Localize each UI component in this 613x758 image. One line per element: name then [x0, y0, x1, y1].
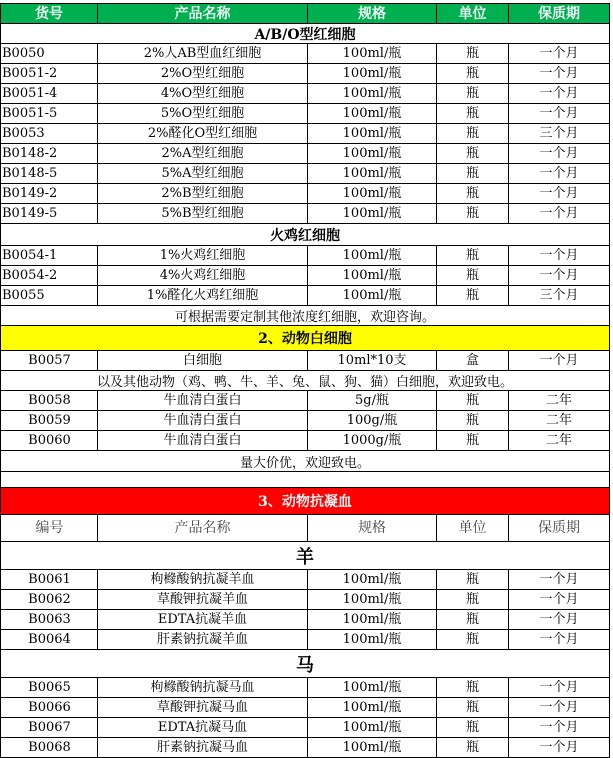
table-row: [0, 144, 610, 164]
unit-cell: 瓶: [437, 124, 509, 144]
spec-cell: 100ml/瓶: [308, 630, 437, 650]
product-name-cell: 2%人AB型血红细胞: [98, 44, 308, 64]
note-row: [0, 451, 610, 472]
unit-cell: 瓶: [437, 431, 509, 451]
shelf-life-cell: 一个月: [509, 351, 610, 371]
spec-cell: 100ml/瓶: [308, 204, 437, 224]
table-row: [0, 411, 610, 431]
header-cell: 规格: [308, 4, 437, 24]
product-name-cell: 牛血清白蛋白: [98, 431, 308, 451]
item-code-cell: B0058: [0, 391, 98, 411]
shelf-life-cell: 一个月: [509, 738, 610, 758]
spec-cell: 100ml/瓶: [308, 718, 437, 738]
unit-cell: 盒: [437, 351, 509, 371]
unit-cell: 瓶: [437, 738, 509, 758]
product-name-cell: EDTA抗凝羊血: [98, 610, 308, 630]
spec-cell: 100ml/瓶: [308, 164, 437, 184]
table-row: [0, 164, 610, 184]
note-row: [0, 371, 610, 391]
item-code-cell: B0055: [0, 286, 98, 306]
header-cell: 保质期: [509, 4, 610, 24]
shelf-life-cell: 二年: [509, 411, 610, 431]
spec-cell: 100ml/瓶: [308, 184, 437, 204]
unit-cell: 瓶: [437, 266, 509, 286]
section-row: [0, 224, 610, 246]
section-title: 羊: [0, 542, 610, 570]
item-code-cell: B0054-1: [0, 246, 98, 266]
unit-cell: 瓶: [437, 246, 509, 266]
item-code-cell: B0054-2: [0, 266, 98, 286]
table-row: [0, 590, 610, 610]
shelf-life-cell: 三个月: [509, 124, 610, 144]
shelf-life-cell: 一个月: [509, 164, 610, 184]
item-code-cell: B0067: [0, 718, 98, 738]
table-row: [0, 738, 610, 758]
shelf-life-cell: 三个月: [509, 286, 610, 306]
product-name-cell: 4%O型红细胞: [98, 84, 308, 104]
note-text: 可根据需要定制其他浓度红细胞，欢迎咨询。: [0, 306, 610, 326]
spec-cell: 100ml/瓶: [308, 64, 437, 84]
shelf-life-cell: 一个月: [509, 104, 610, 124]
unit-cell: 瓶: [437, 84, 509, 104]
unit-cell: 瓶: [437, 184, 509, 204]
unit-cell: 瓶: [437, 391, 509, 411]
table-row: [0, 84, 610, 104]
item-code-cell: B0050: [0, 44, 98, 64]
table-row: [0, 630, 610, 650]
shelf-life-cell: 一个月: [509, 246, 610, 266]
product-name-cell: 2%A型红细胞: [98, 144, 308, 164]
item-code-cell: B0051-4: [0, 84, 98, 104]
shelf-life-cell: 一个月: [509, 570, 610, 590]
unit-cell: 瓶: [437, 630, 509, 650]
item-code-cell: B0057: [0, 351, 98, 371]
table-row: [0, 718, 610, 738]
product-name-cell: 白细胞: [98, 351, 308, 371]
spec-cell: 10ml*10支: [308, 351, 437, 371]
item-code-cell: B0060: [0, 431, 98, 451]
header-cell: 规格: [308, 515, 437, 542]
unit-cell: 瓶: [437, 610, 509, 630]
product-name-cell: 牛血清白蛋白: [98, 391, 308, 411]
item-code-cell: B0068: [0, 738, 98, 758]
table-row: [0, 286, 610, 306]
spec-cell: 1000g/瓶: [308, 431, 437, 451]
spec-cell: 100ml/瓶: [308, 678, 437, 698]
spec-cell: 5g/瓶: [308, 391, 437, 411]
item-code-cell: B0066: [0, 698, 98, 718]
table-row: [0, 570, 610, 590]
section-title: A/B/O型红细胞: [0, 24, 610, 44]
item-code-cell: B0062: [0, 590, 98, 610]
unit-cell: 瓶: [437, 104, 509, 124]
table-row: [0, 698, 610, 718]
product-name-cell: 肝素钠抗凝羊血: [98, 630, 308, 650]
shelf-life-cell: 一个月: [509, 630, 610, 650]
spec-cell: 100ml/瓶: [308, 144, 437, 164]
table-header-2: [0, 515, 610, 542]
item-code-cell: B0149-5: [0, 204, 98, 224]
section-title: 2、动物白细胞: [0, 326, 610, 351]
spec-cell: 100g/瓶: [308, 411, 437, 431]
table-row: [0, 351, 610, 371]
shelf-life-cell: 一个月: [509, 590, 610, 610]
empty-row: [0, 472, 610, 488]
spec-cell: 100ml/瓶: [308, 124, 437, 144]
table-row: [0, 184, 610, 204]
unit-cell: 瓶: [437, 44, 509, 64]
item-code-cell: B0064: [0, 630, 98, 650]
product-name-cell: 枸橼酸钠抗凝马血: [98, 678, 308, 698]
product-name-cell: 5%B型红细胞: [98, 204, 308, 224]
item-code-cell: B0051-2: [0, 64, 98, 84]
section-title: 火鸡红细胞: [0, 224, 610, 246]
item-code-cell: B0061: [0, 570, 98, 590]
shelf-life-cell: 一个月: [509, 144, 610, 164]
section-title: 3、动物抗凝血: [0, 488, 610, 515]
unit-cell: 瓶: [437, 698, 509, 718]
item-code-cell: B0063: [0, 610, 98, 630]
product-name-cell: 5%O型红细胞: [98, 104, 308, 124]
shelf-life-cell: 二年: [509, 431, 610, 451]
note-text: 以及其他动物（鸡、鸭、牛、羊、兔、鼠、狗、猫）白细胞，欢迎致电。: [0, 371, 610, 391]
product-name-cell: 肝素钠抗凝马血: [98, 738, 308, 758]
header-cell: 编号: [0, 515, 98, 542]
spacer-row: [0, 472, 610, 488]
unit-cell: 瓶: [437, 64, 509, 84]
header-cell: 保质期: [509, 515, 610, 542]
spec-cell: 100ml/瓶: [308, 44, 437, 64]
section-row: [0, 488, 610, 515]
product-name-cell: 1%醛化火鸡红细胞: [98, 286, 308, 306]
note-row: [0, 306, 610, 326]
section-row: [0, 326, 610, 351]
shelf-life-cell: 一个月: [509, 84, 610, 104]
table-row: [0, 124, 610, 144]
item-code-cell: B0148-2: [0, 144, 98, 164]
spec-cell: 100ml/瓶: [308, 286, 437, 306]
unit-cell: 瓶: [437, 590, 509, 610]
section-row: [0, 542, 610, 570]
product-name-cell: 2%B型红细胞: [98, 184, 308, 204]
section-title: 马: [0, 650, 610, 678]
product-name-cell: 枸橼酸钠抗凝羊血: [98, 570, 308, 590]
product-name-cell: 2%O型红细胞: [98, 64, 308, 84]
spec-cell: 100ml/瓶: [308, 246, 437, 266]
product-name-cell: 5%A型红细胞: [98, 164, 308, 184]
shelf-life-cell: 二年: [509, 391, 610, 411]
spec-cell: 100ml/瓶: [308, 570, 437, 590]
item-code-cell: B0148-5: [0, 164, 98, 184]
item-code-cell: B0065: [0, 678, 98, 698]
shelf-life-cell: 一个月: [509, 64, 610, 84]
section-row: [0, 24, 610, 44]
spec-cell: 100ml/瓶: [308, 698, 437, 718]
spec-cell: 100ml/瓶: [308, 610, 437, 630]
table-row: [0, 246, 610, 266]
table-row: [0, 431, 610, 451]
product-name-cell: 牛血清白蛋白: [98, 411, 308, 431]
table-row: [0, 64, 610, 84]
unit-cell: 瓶: [437, 286, 509, 306]
item-code-cell: B0051-5: [0, 104, 98, 124]
unit-cell: 瓶: [437, 678, 509, 698]
shelf-life-cell: 一个月: [509, 610, 610, 630]
section-row: [0, 650, 610, 678]
header-cell: 产品名称: [98, 515, 308, 542]
product-name-cell: 草酸钾抗凝羊血: [98, 590, 308, 610]
unit-cell: 瓶: [437, 570, 509, 590]
table-row: [0, 610, 610, 630]
unit-cell: 瓶: [437, 718, 509, 738]
spec-cell: 100ml/瓶: [308, 104, 437, 124]
product-name-cell: 1%火鸡红细胞: [98, 246, 308, 266]
shelf-life-cell: 一个月: [509, 266, 610, 286]
shelf-life-cell: 一个月: [509, 184, 610, 204]
spec-cell: 100ml/瓶: [308, 590, 437, 610]
spec-cell: 100ml/瓶: [308, 266, 437, 286]
table-row: [0, 391, 610, 411]
table-row: [0, 104, 610, 124]
unit-cell: 瓶: [437, 164, 509, 184]
product-name-cell: 草酸钾抗凝马血: [98, 698, 308, 718]
header-cell: 单位: [437, 4, 509, 24]
unit-cell: 瓶: [437, 411, 509, 431]
item-code-cell: B0149-2: [0, 184, 98, 204]
shelf-life-cell: 一个月: [509, 678, 610, 698]
product-name-cell: 2%醛化O型红细胞: [98, 124, 308, 144]
shelf-life-cell: 一个月: [509, 698, 610, 718]
product-name-cell: EDTA抗凝马血: [98, 718, 308, 738]
unit-cell: 瓶: [437, 204, 509, 224]
spec-cell: 100ml/瓶: [308, 738, 437, 758]
header-cell: 货号: [0, 4, 98, 24]
note-text: 量大价优，欢迎致电。: [0, 451, 610, 472]
item-code-cell: B0059: [0, 411, 98, 431]
spec-cell: 100ml/瓶: [308, 84, 437, 104]
product-name-cell: 4%火鸡红细胞: [98, 266, 308, 286]
shelf-life-cell: 一个月: [509, 204, 610, 224]
table-row: [0, 204, 610, 224]
header-cell: 单位: [437, 515, 509, 542]
table-row: [0, 678, 610, 698]
header-cell: 产品名称: [98, 4, 308, 24]
table-header: [0, 3, 610, 24]
table-row: [0, 266, 610, 286]
shelf-life-cell: 一个月: [509, 718, 610, 738]
table-row: [0, 44, 610, 64]
item-code-cell: B0053: [0, 124, 98, 144]
unit-cell: 瓶: [437, 144, 509, 164]
shelf-life-cell: 一个月: [509, 44, 610, 64]
